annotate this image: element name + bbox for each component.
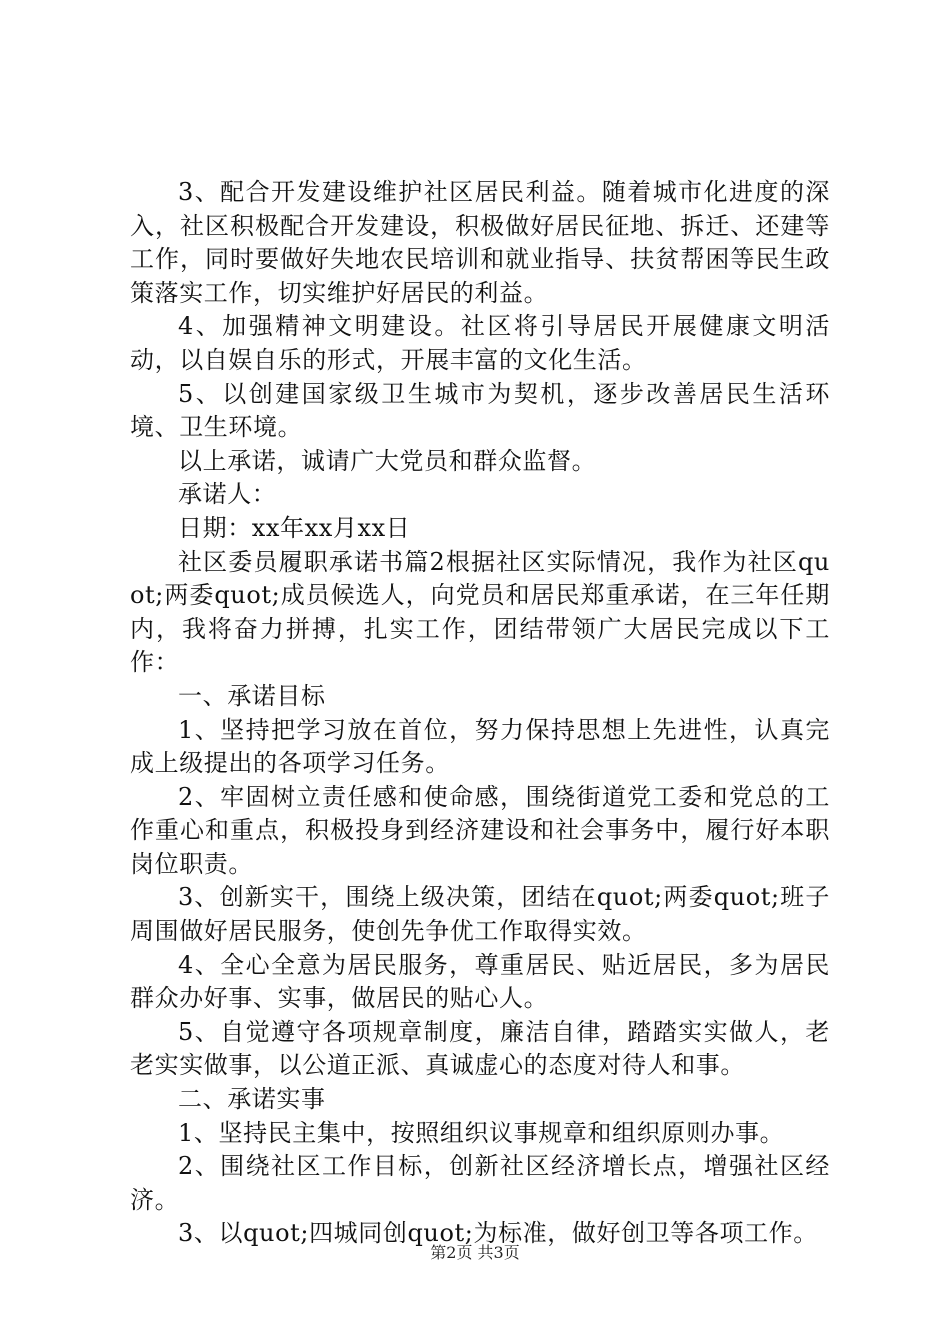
paragraph: 4、加强精神文明建设。社区将引导居民开展健康文明活动，以自娱自乐的形式，开展丰富的文化生活。 [130, 312, 830, 374]
paragraph: 1、坚持把学习放在首位，努力保持思想上先进性，认真完成上级提出的各项学习任务。 [130, 715, 830, 778]
paragraph: 5、以创建国家级卫生城市为契机，逐步改善居民生活环境、卫生环境。 [130, 379, 830, 442]
paragraph: 日期：xx年xx月xx日 [178, 513, 411, 542]
paragraph: 1、坚持民主集中，按照组织议事规章和组织原则办事。 [178, 1118, 785, 1147]
paragraph: 社区委员履职承诺书篇2根据社区实际情况，我作为社区quot;两委quot;成员候选人，向党员和居民郑重承诺，在三年任期内，我将奋力拼搏，扎实工作，团结带领广大居民完成以下工作： [130, 547, 830, 677]
paragraph: 承诺人： [178, 480, 277, 509]
section-heading: 一、承诺目标 [178, 681, 326, 710]
paragraph: 2、牢固树立责任感和使命感，围绕街道党工委和党总的工作重心和重点，积极投身到经济建设和社会事务中，履行好本职岗位职责。 [130, 782, 830, 878]
paragraph: 3、配合开发建设维护社区居民利益。随着城市化进度的深入，社区积极配合开发建设，积极做好居民征地、拆迁、还建等工作，同时要做好失地农民培训和就业指导、扶贫帮困等民生政策落实工作，切实维护好居民的利益。 [130, 178, 830, 307]
page-footer [0, 1240, 950, 1263]
paragraph: 以上承诺，诚请广大党员和群众监督。 [178, 446, 597, 475]
document-body [130, 176, 830, 1251]
paragraph: 3、以quot;四城同创quot;为标准，做好创卫等各项工作。 [178, 1219, 818, 1248]
paragraph: 4、全心全意为居民服务，尊重居民、贴近居民，多为居民群众办好事、实事，做居民的贴心人。 [130, 950, 830, 1013]
paragraph: 5、自觉遵守各项规章制度，廉洁自律，踏踏实实做人，老老实实做事，以公道正派、真诚虚心的态度对待人和事。 [130, 1017, 830, 1080]
page-number-label: 第2页 共3页 [430, 1243, 520, 1262]
section-heading: 二、承诺实事 [178, 1085, 326, 1114]
paragraph: 3、创新实干，围绕上级决策，团结在quot;两委quot;班子周围做好居民服务，使创先争优工作取得实效。 [130, 883, 830, 946]
paragraph: 2、围绕社区工作目标，创新社区经济增长点，增强社区经济。 [130, 1152, 830, 1214]
